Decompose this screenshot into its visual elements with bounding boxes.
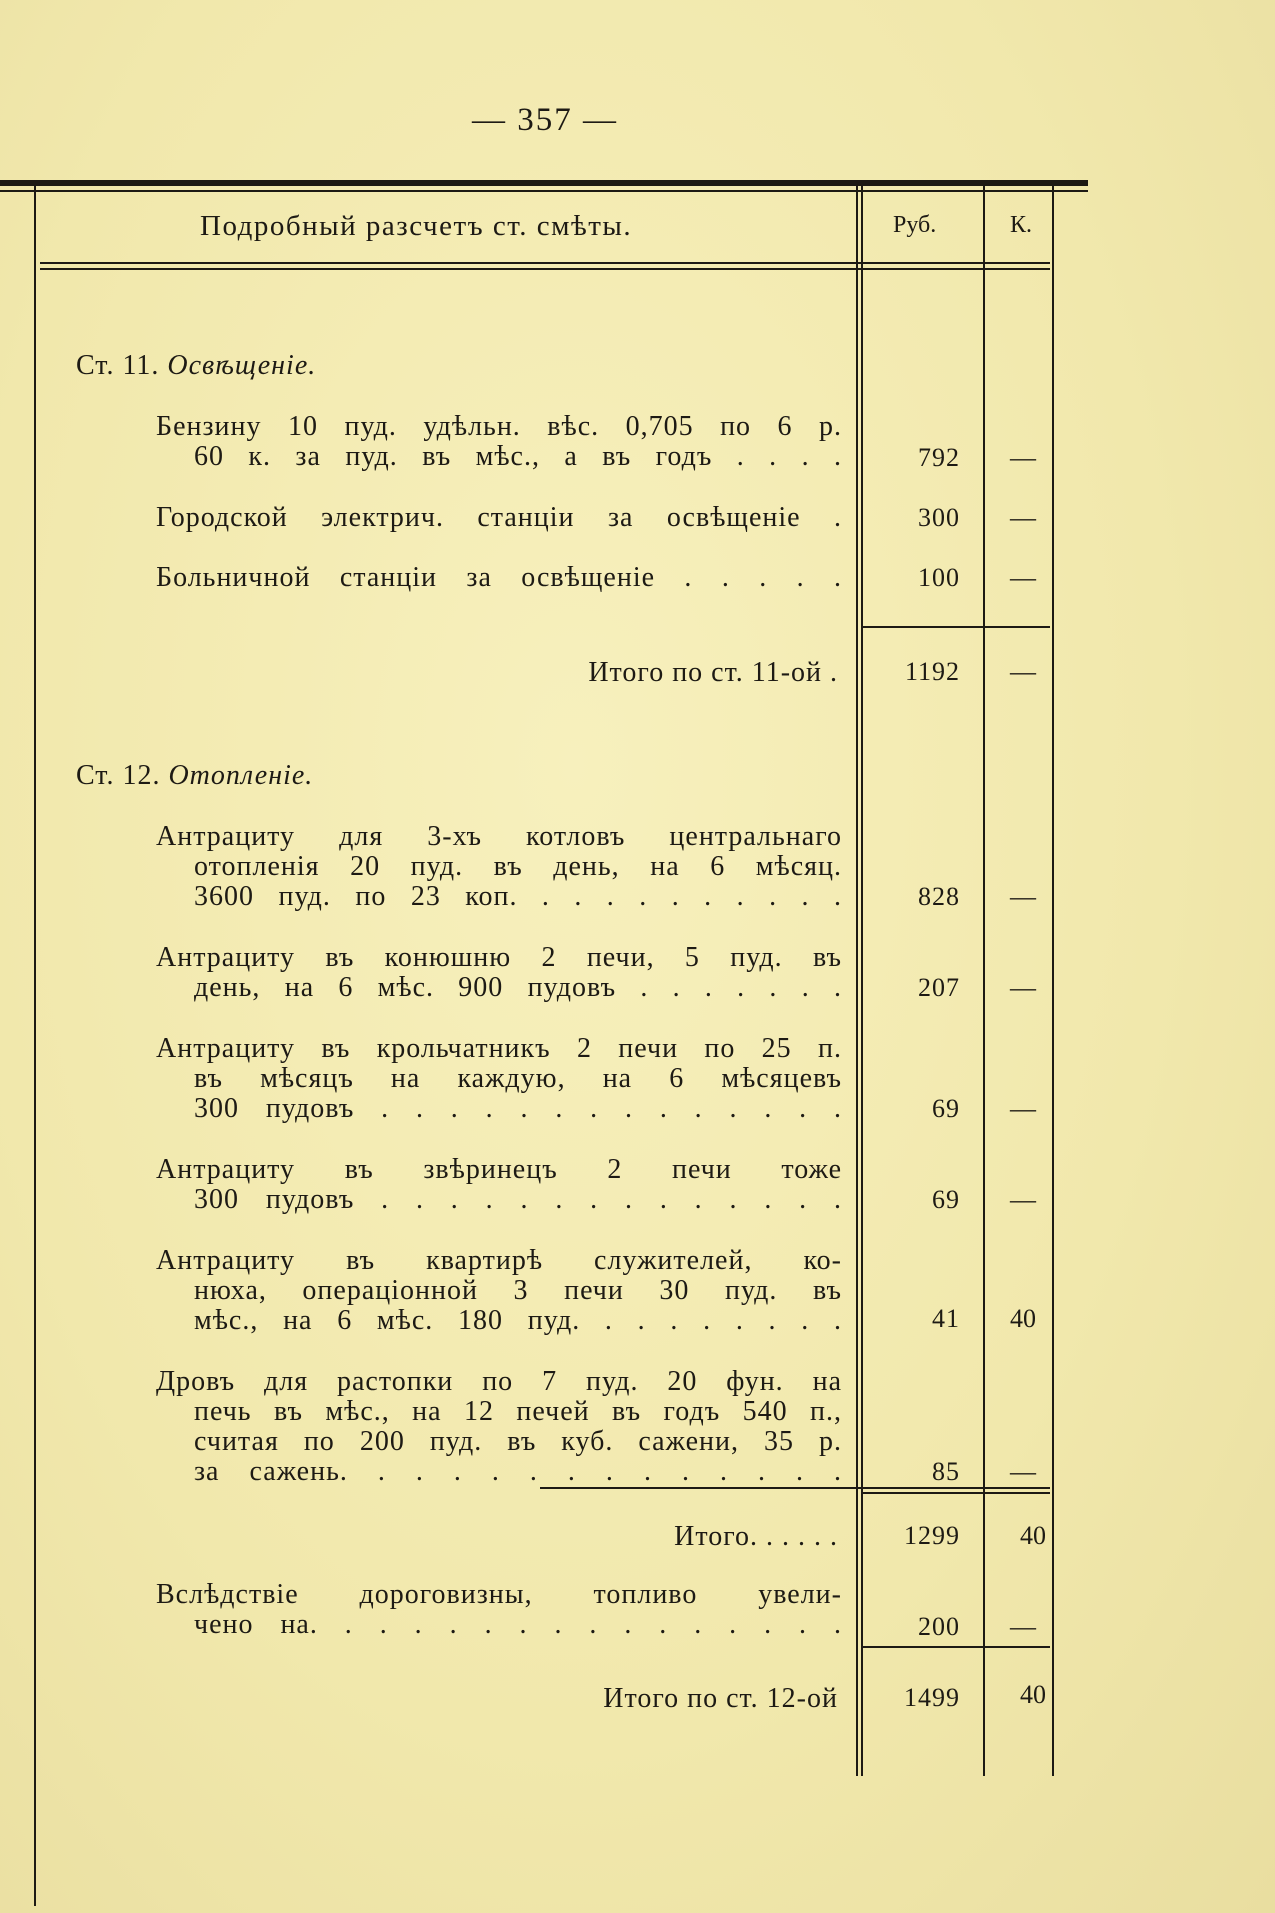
section-12-total-label: Итого по ст. 12-ой	[603, 1683, 838, 1714]
item-line: нюха, операціонной 3 печи 30 пуд. въ	[194, 1275, 842, 1306]
item-line: считая по 200 пуд. въ куб. сажени, 35 р.	[194, 1426, 842, 1457]
section-11-heading	[76, 350, 316, 382]
item-line: Больничной станціи за освѣщеніе . . . . .	[156, 562, 842, 593]
amount-kopecks: —	[1010, 1185, 1036, 1214]
item-line: 60 к. за пуд. въ мѣс., а въ годъ . . . .	[194, 441, 842, 472]
item-line: день, на 6 мѣс. 900 пудовъ . . . . . . .	[194, 972, 842, 1003]
amount-kopecks: —	[1010, 1612, 1036, 1641]
sum-rule	[862, 626, 1050, 628]
section-12-title: Отопленіе.	[168, 760, 314, 791]
amount-rubles: 69	[932, 1094, 960, 1123]
section-11-total-label: Итого по ст. 11-ой .	[588, 657, 838, 688]
item-line: 3600 пуд. по 23 коп. . . . . . . . . . .	[194, 881, 842, 912]
amount-rubles: 69	[932, 1185, 960, 1214]
column-header-kopecks: К.	[1010, 212, 1033, 238]
top-rule-thin	[0, 190, 1088, 192]
item-line: отопленія 20 пуд. въ день, на 6 мѣсяц.	[194, 851, 842, 882]
item-line: Антрациту въ звѣринецъ 2 печи тоже	[156, 1154, 842, 1185]
amount-kopecks: 40	[1010, 1304, 1036, 1333]
header-rule-2	[40, 268, 1050, 270]
item-line: Антрациту для 3-хъ котловъ центральнаго	[156, 821, 842, 852]
kop-column-divider	[983, 186, 985, 1776]
section-12-subtotal-label: Итого. . . . . .	[674, 1521, 838, 1552]
section-12-total-rubles: 1499	[904, 1683, 960, 1712]
header-rule	[40, 262, 1050, 264]
list-item	[156, 943, 842, 1003]
top-rule	[0, 180, 1088, 186]
page-number: — 357 —	[472, 102, 618, 138]
item-line: чено на. . . . . . . . . . . . . . . .	[194, 1609, 842, 1640]
list-item	[156, 563, 842, 593]
amount-kopecks: —	[1010, 563, 1036, 592]
item-line: за сажень. . . . . . . . . . . . . .	[194, 1456, 842, 1487]
item-line: 300 пудовъ . . . . . . . . . . . . . .	[194, 1184, 842, 1215]
item-line: Городской электрич. станціи за освѣщеніе .	[156, 502, 842, 533]
table-left-border	[34, 186, 36, 1906]
amount-kopecks: —	[1010, 1457, 1036, 1486]
item-line: Бензину 10 пуд. удѣльн. вѣс. 0,705 по 6 р.	[156, 411, 842, 442]
list-item	[156, 503, 842, 533]
item-line: Антрациту въ конюшню 2 печи, 5 пуд. въ	[156, 942, 842, 973]
section-12-total-kopecks: 40	[1020, 1680, 1046, 1709]
section-12-heading	[76, 760, 313, 792]
amount-rubles: 41	[932, 1304, 960, 1333]
list-item	[156, 412, 842, 472]
list-item	[156, 1580, 842, 1640]
amount-kopecks: —	[1010, 882, 1036, 911]
sum-rule-2	[862, 1492, 1050, 1494]
list-item	[156, 1367, 842, 1487]
column-header-description: Подробный разсчетъ ст. смѣты.	[200, 210, 633, 242]
rub-column-divider-2	[861, 186, 863, 1776]
section-12-subtotal-kopecks: 40	[1020, 1521, 1046, 1550]
section-11-prefix: Ст. 11.	[76, 350, 160, 381]
item-line: Дровъ для растопки по 7 пуд. 20 фун. на	[156, 1366, 842, 1397]
list-item	[156, 1246, 842, 1336]
item-line: 300 пудовъ . . . . . . . . . . . . . .	[194, 1093, 842, 1124]
column-header-rubles: Руб.	[893, 212, 937, 238]
amount-kopecks: —	[1010, 973, 1036, 1002]
list-item	[156, 1034, 842, 1124]
sum-rule	[540, 1487, 1050, 1489]
section-11-title: Освѣщеніе.	[167, 350, 317, 381]
amount-rubles: 792	[918, 443, 960, 472]
amount-kopecks: —	[1010, 503, 1036, 532]
section-12-subtotal-rubles: 1299	[904, 1521, 960, 1550]
amount-kopecks: —	[1010, 1094, 1036, 1123]
item-line: Антрациту въ квартирѣ служителей, ко-	[156, 1245, 842, 1276]
item-line: въ мѣсяцъ на каждую, на 6 мѣсяцевъ	[194, 1063, 842, 1094]
list-item	[156, 1155, 842, 1215]
amount-rubles: 100	[918, 563, 960, 592]
amount-rubles: 85	[932, 1457, 960, 1486]
amount-rubles: 828	[918, 882, 960, 911]
item-line: Вслѣдствіе дороговизны, топливо увели-	[156, 1579, 842, 1610]
item-line: мѣс., на 6 мѣс. 180 пуд. . . . . . . . .	[194, 1305, 842, 1336]
section-12-prefix: Ст. 12.	[76, 760, 161, 791]
section-11-total-rubles: 1192	[904, 657, 960, 686]
section-11-total-kopecks: —	[1010, 657, 1036, 686]
amount-kopecks: —	[1010, 443, 1036, 472]
item-line: Антрациту въ крольчатникъ 2 печи по 25 п.	[156, 1033, 842, 1064]
item-line: печь въ мѣс., на 12 печей въ годъ 540 п.,	[194, 1396, 842, 1427]
amount-rubles: 300	[918, 503, 960, 532]
sum-rule	[862, 1646, 1050, 1648]
list-item	[156, 822, 842, 912]
amount-rubles: 200	[918, 1612, 960, 1641]
rub-column-divider	[856, 186, 858, 1776]
amount-rubles: 207	[918, 973, 960, 1002]
